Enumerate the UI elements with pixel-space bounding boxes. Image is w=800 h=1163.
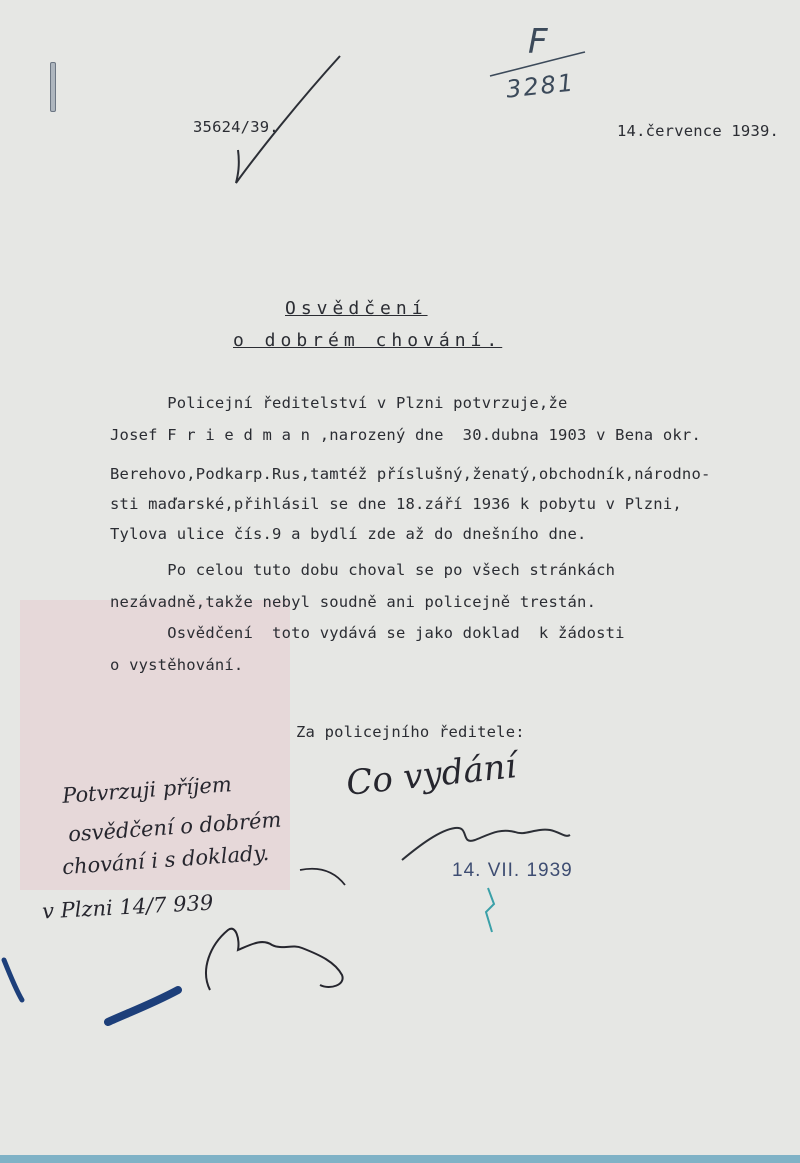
document-subtitle: o dobrém chování.	[233, 330, 503, 351]
body-line: Berehovo,Podkarp.Rus,tamtéž příslušný,ženatý,obchodník,národno-	[110, 465, 711, 483]
checkmark-icon	[236, 56, 340, 183]
receipt-note-line: Potvrzuji příjem	[61, 772, 233, 808]
receipt-note-line: osvědčení o dobrém	[67, 807, 283, 847]
body-line: nezávadně,takže nebyl soudně ani policejně trestán.	[110, 593, 597, 611]
receipt-note-line: chování i s doklady.	[61, 840, 270, 880]
body-line: Policejní ředitelství v Plzni potvrzuje,že	[110, 394, 568, 412]
scan-edge	[0, 1155, 800, 1163]
document-title: Osvědčení	[285, 298, 428, 319]
handwritten-underline	[490, 52, 585, 76]
body-line: Josef F r i e d m a n ,narozený dne 30.dubna 1903 v Bena okr.	[110, 426, 701, 444]
body-line: o vystěhování.	[110, 656, 244, 674]
signature-title: Za policejního ředitele:	[296, 723, 525, 741]
handwritten-number: 3281	[504, 68, 577, 104]
receipt-signature-icon	[206, 929, 343, 990]
date-stamp: 14. VII. 1939	[452, 860, 573, 881]
handwritten-letter: F	[528, 22, 548, 62]
body-line: sti maďarské,přihlásil se dne 18.září 1936 k pobytu v Plzni,	[110, 495, 682, 513]
reference-number: 35624/39.	[193, 118, 279, 136]
body-line: Osvědčení toto vydává se jako doklad k žádosti	[110, 624, 625, 642]
blue-tick-icon	[486, 888, 494, 932]
receipt-underline	[300, 869, 345, 885]
receipt-place-date: v Plzni 14/7 939	[41, 890, 214, 924]
officer-signature-icon	[402, 828, 570, 860]
document-date: 14.července 1939.	[617, 122, 780, 140]
handwritten-signature-note: Co vydání	[344, 746, 519, 804]
body-line: Tylova ulice čís.9 a bydlí zde až do dnešního dne.	[110, 525, 587, 543]
ink-blot	[108, 990, 178, 1022]
body-line: Po celou tuto dobu choval se po všech stránkách	[110, 561, 616, 579]
ink-blot	[4, 960, 22, 1000]
